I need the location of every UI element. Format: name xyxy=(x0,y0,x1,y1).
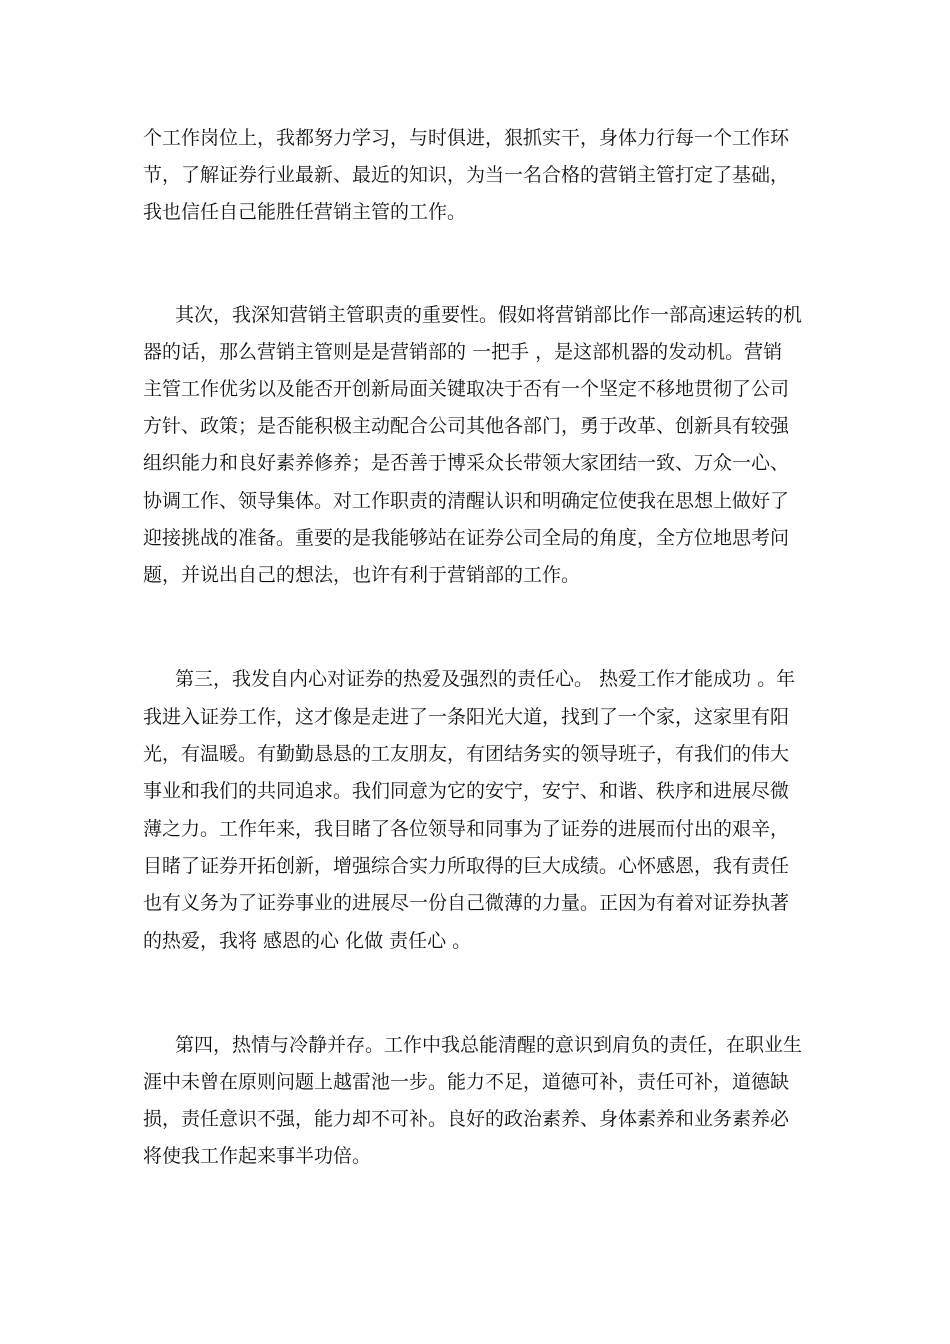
paragraph-2-line-7: 迎接挑战的准备。重要的是我能够站在证券公司全局的角度，全方位地思考问 xyxy=(143,527,790,549)
paragraph-4-line-1: 第四，热情与冷静并存。工作中我总能清醒的意识到肩负的责任，在职业生 xyxy=(175,1034,803,1056)
paragraph-3-line-4: 事业和我们的共同追求。我们同意为它的安宁，安宁、和谐、秩序和进展尽微 xyxy=(143,780,790,802)
paragraph-2-line-1: 其次，我深知营销主管职责的重要性。假如将营销部比作一部高速运转的机 xyxy=(175,304,803,326)
paragraph-3-line-6: 目睹了证券开拓创新，增强综合实力所取得的巨大成绩。心怀感恩，我有责任 xyxy=(143,855,790,877)
paragraph-2-line-5: 组织能力和良好素养修养；是否善于博采众长带领大家团结一致、万众一心、 xyxy=(143,452,790,474)
paragraph-4-line-2: 涯中未曾在原则问题上越雷池一步。能力不足，道德可补，责任可补，道德缺 xyxy=(143,1071,790,1093)
paragraph-4-line-3: 损，责任意识不强，能力却不可补。良好的政治素养、身体素养和业务素养必 xyxy=(143,1108,790,1130)
paragraph-4-line-4: 将使我工作起来事半功倍。 xyxy=(143,1145,372,1167)
paragraph-2-line-3: 主管工作优劣以及能否开创新局面关键取决于否有一个坚定不移地贯彻了公司 xyxy=(143,378,790,400)
paragraph-3-line-7: 也有义务为了证券事业的进展尽一份自己微薄的力量。正因为有着对证券执著 xyxy=(143,892,790,914)
paragraph-1-line-3: 我也信任自己能胜任营销主管的工作。 xyxy=(143,201,467,223)
paragraph-1-line-2: 节，了解证券行业最新、最近的知识，为当一名合格的营销主管打定了基础， xyxy=(143,164,790,186)
paragraph-2-line-6: 协调工作、领导集体。对工作职责的清醒认识和明确定位使我在思想上做好了 xyxy=(143,490,790,512)
paragraph-1-line-1: 个工作岗位上，我都努力学习，与时俱进，狠抓实干，身体力行每一个工作环 xyxy=(143,127,790,149)
paragraph-3-line-5: 薄之力。工作年来，我目睹了各位领导和同事为了证券的进展而付出的艰辛， xyxy=(143,818,790,840)
paragraph-3-line-8: 的热爱，我将 感恩的心 化做 责任心 。 xyxy=(143,930,472,952)
paragraph-2-line-2: 器的话，那么营销主管则是是营销部的 一把手 ，是这部机器的发动机。营销 xyxy=(143,341,783,363)
paragraph-3-line-1: 第三，我发自内心对证券的热爱及强烈的责任心。 热爱工作才能成功 。年 xyxy=(175,668,796,690)
paragraph-3-line-2: 我进入证券工作，这才像是走进了一条阳光大道，找到了一个家，这家里有阳 xyxy=(143,706,790,728)
paragraph-2-line-4: 方针、政策；是否能积极主动配合公司其他各部门，勇于改革、创新具有较强 xyxy=(143,415,790,437)
paragraph-2-line-8: 题，并说出自己的想法，也许有利于营销部的工作。 xyxy=(143,564,581,586)
paragraph-3-line-3: 光，有温暖。有勤勤恳恳的工友朋友，有团结务实的领导班子，有我们的伟大 xyxy=(143,743,790,765)
